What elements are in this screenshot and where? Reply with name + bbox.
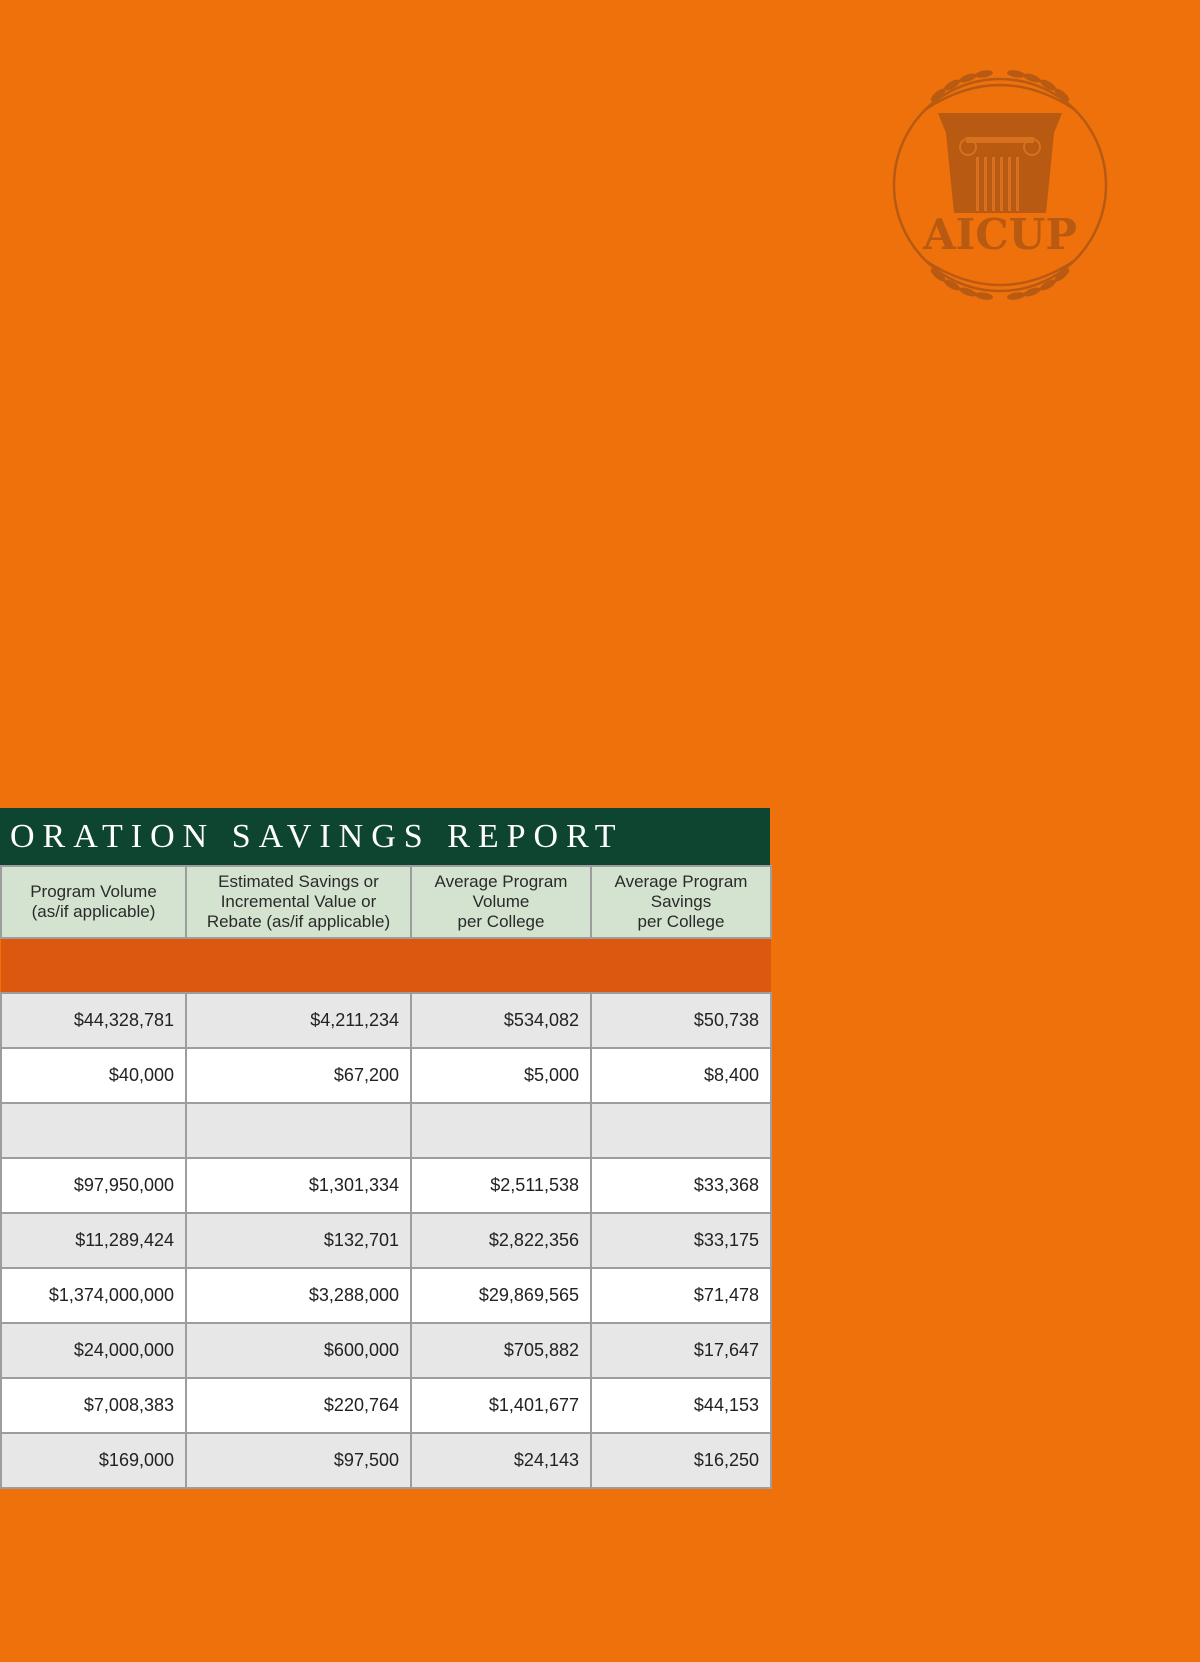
table-cell: $2,511,538: [411, 1158, 591, 1213]
report-title: ORATION SAVINGS REPORT: [0, 808, 770, 865]
header-average-savings: Average Program Savings per College: [591, 866, 771, 938]
table-cell: [591, 1103, 771, 1158]
aicup-seal-icon: [886, 65, 1118, 305]
table-cell: $67,200: [186, 1048, 411, 1103]
table-cell: $220,764: [186, 1378, 411, 1433]
table-row: [1, 1048, 771, 1103]
table-row: [1, 993, 771, 1048]
table-row: [1, 1268, 771, 1323]
table-cell: $5,000: [411, 1048, 591, 1103]
savings-table: [0, 865, 772, 1489]
table-cell: $169,000: [1, 1433, 186, 1488]
table-cell: $600,000: [186, 1323, 411, 1378]
table-cell: $7,008,383: [1, 1378, 186, 1433]
table-cell: $29,869,565: [411, 1268, 591, 1323]
header-average-volume: Average Program Volume per College: [411, 866, 591, 938]
aicup-logo: [886, 65, 1118, 305]
table-row: [1, 1378, 771, 1433]
savings-report: [0, 808, 770, 1489]
header-program-volume: Program Volume (as/if applicable): [1, 866, 186, 938]
table-cell: $44,153: [591, 1378, 771, 1433]
table-cell: [1, 1103, 186, 1158]
table-cell: $44,328,781: [1, 993, 186, 1048]
table-cell: $2,822,356: [411, 1213, 591, 1268]
table-row: [1, 1103, 771, 1158]
table-cell: $33,175: [591, 1213, 771, 1268]
section-bar-cell: [1, 938, 771, 993]
table-cell: $534,082: [411, 993, 591, 1048]
aicup-logo-text: AICUP: [923, 210, 1077, 259]
table-cell: $17,647: [591, 1323, 771, 1378]
table-cell: [411, 1103, 591, 1158]
table-cell: $11,289,424: [1, 1213, 186, 1268]
table-cell: $1,401,677: [411, 1378, 591, 1433]
section-bar: [1, 938, 771, 993]
table-cell: $97,950,000: [1, 1158, 186, 1213]
table-cell: $40,000: [1, 1048, 186, 1103]
table-cell: $71,478: [591, 1268, 771, 1323]
header-estimated-savings: Estimated Savings or Incremental Value or Rebate (as/if applicable): [186, 866, 411, 938]
table-cell: $50,738: [591, 993, 771, 1048]
table-row: [1, 1433, 771, 1488]
table-cell: $1,301,334: [186, 1158, 411, 1213]
table-cell: $16,250: [591, 1433, 771, 1488]
table-header-row: [1, 866, 771, 938]
table-row: [1, 1213, 771, 1268]
table-row: [1, 1158, 771, 1213]
table-cell: $705,882: [411, 1323, 591, 1378]
table-cell: $33,368: [591, 1158, 771, 1213]
table-cell: $24,143: [411, 1433, 591, 1488]
table-cell: $8,400: [591, 1048, 771, 1103]
table-cell: $97,500: [186, 1433, 411, 1488]
table-cell: $24,000,000: [1, 1323, 186, 1378]
table-cell: $4,211,234: [186, 993, 411, 1048]
table-cell: $132,701: [186, 1213, 411, 1268]
table-cell: $3,288,000: [186, 1268, 411, 1323]
table-cell: [186, 1103, 411, 1158]
table-row: [1, 1323, 771, 1378]
table-cell: $1,374,000,000: [1, 1268, 186, 1323]
